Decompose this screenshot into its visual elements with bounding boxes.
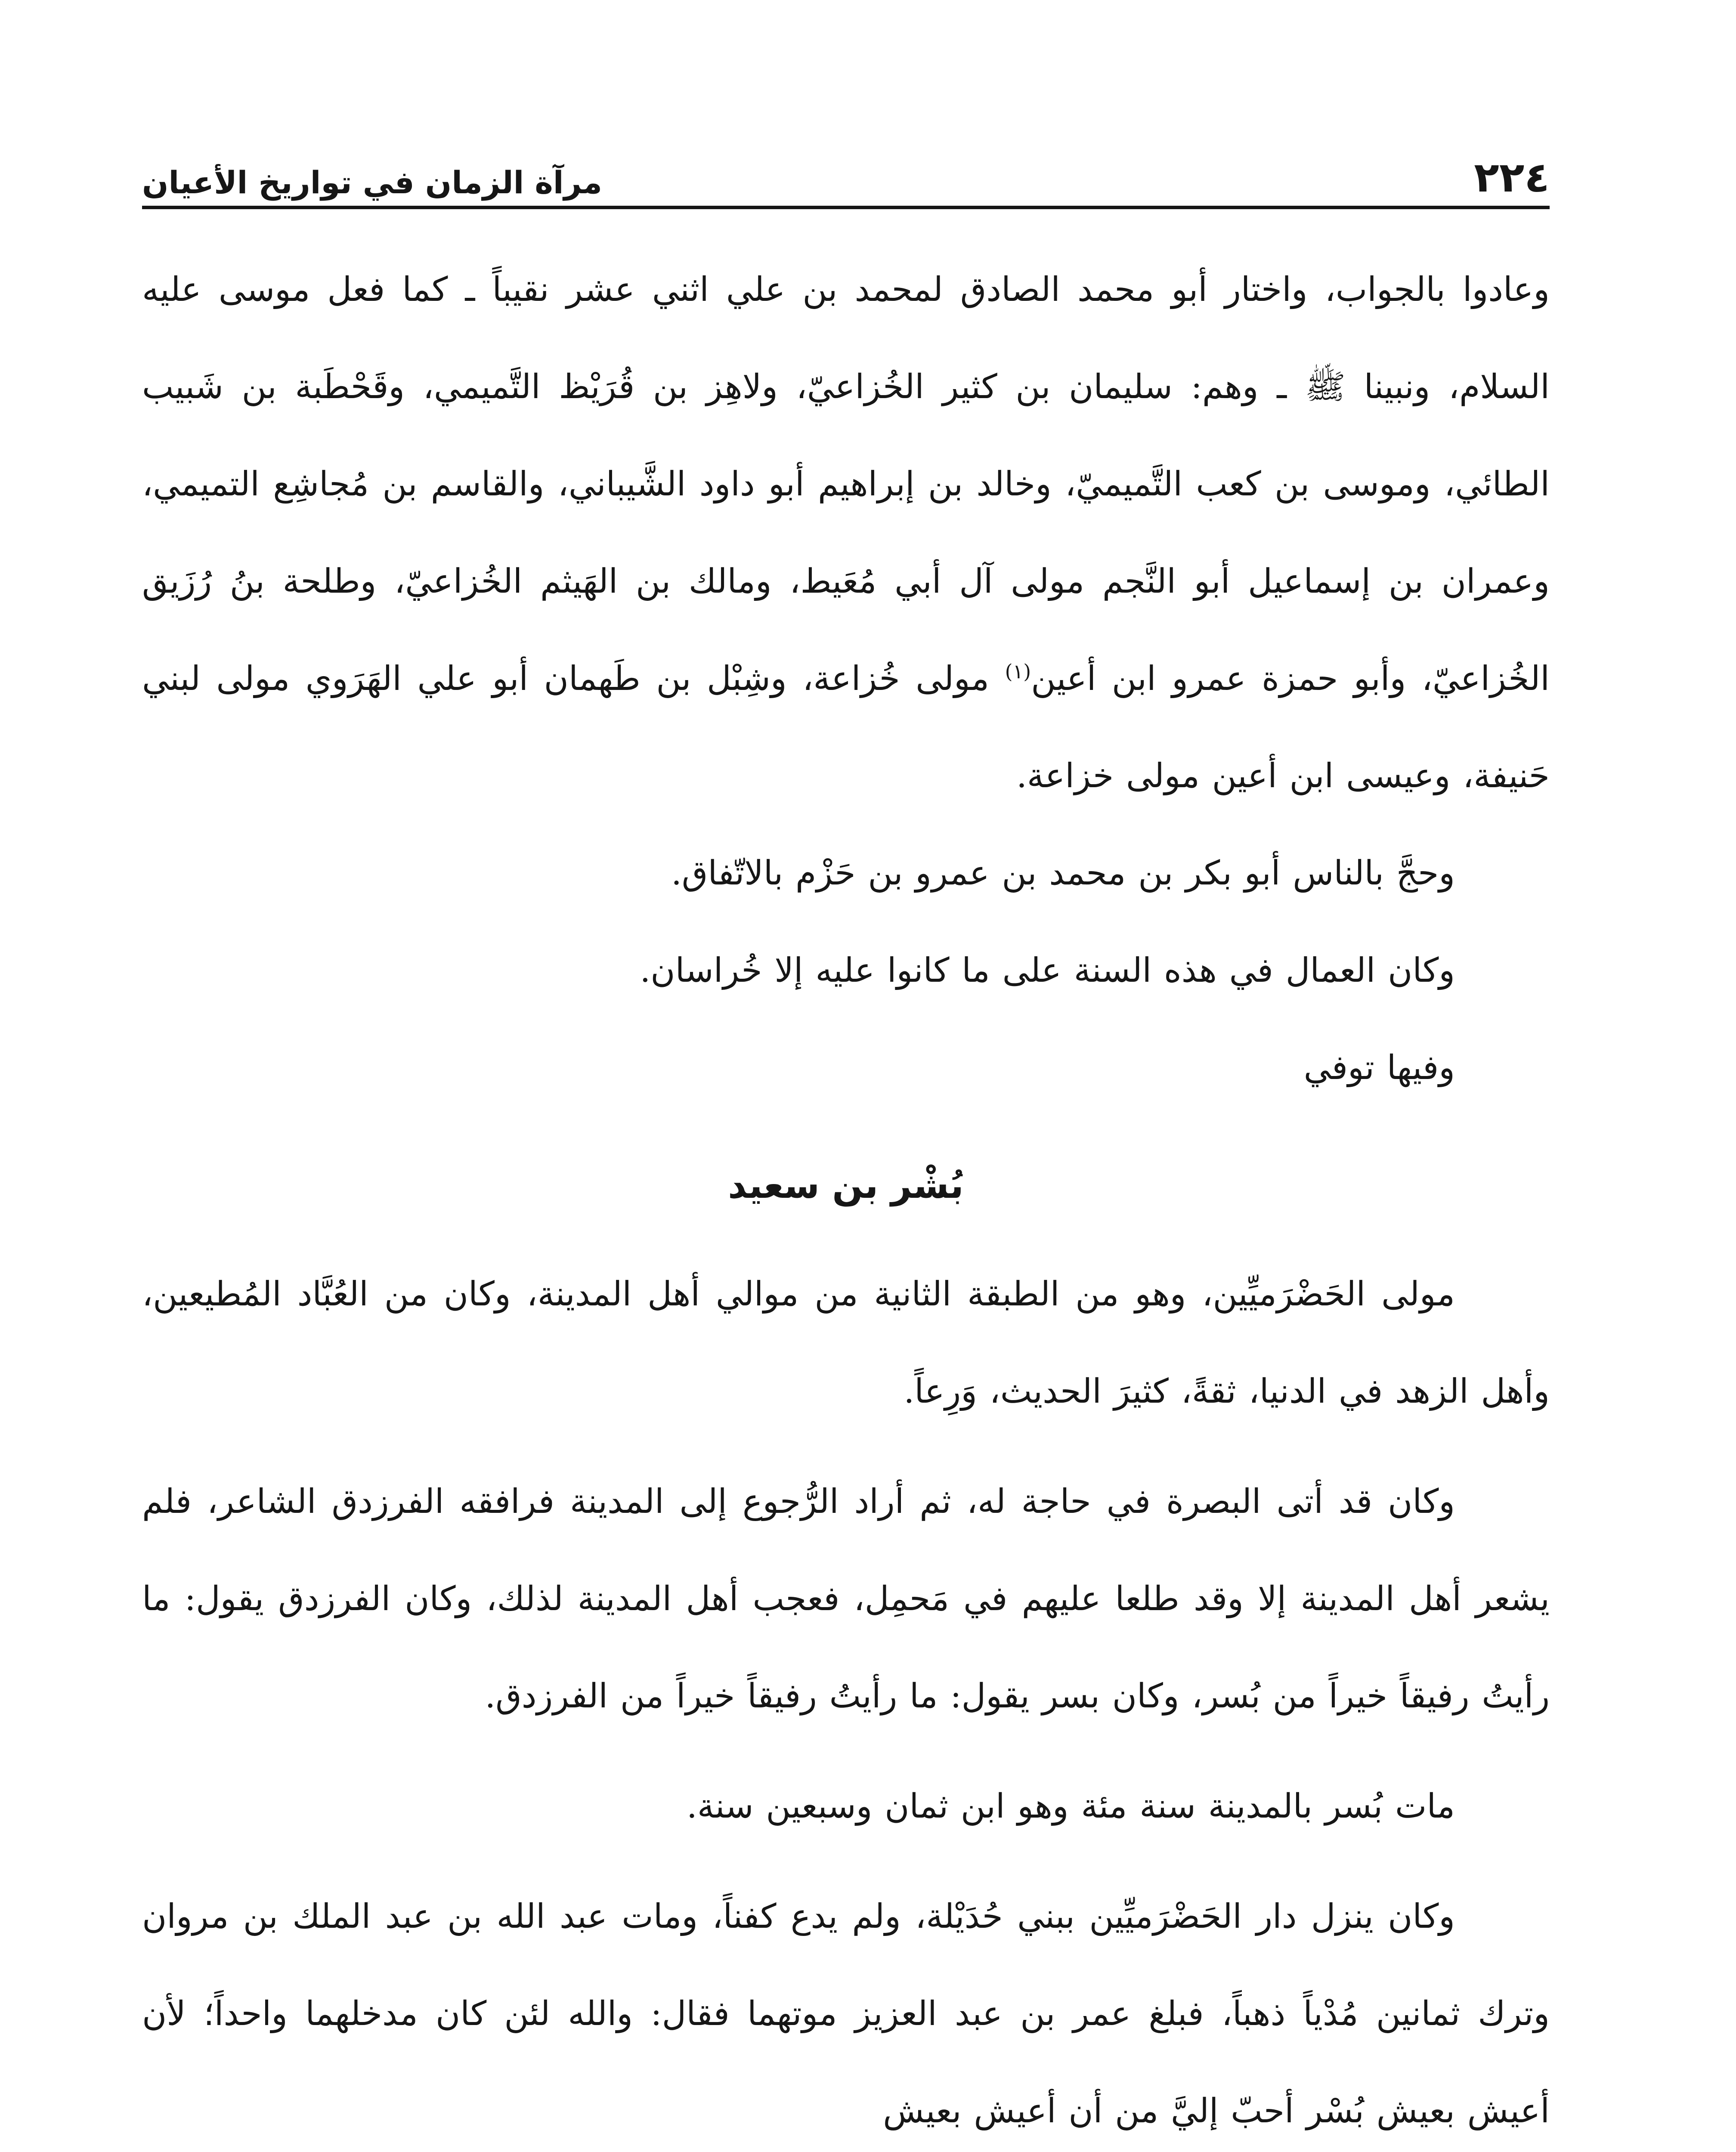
section-heading: بُشْر بن سعيد [728, 1164, 964, 1206]
header-rule [142, 206, 1550, 209]
paragraph-death: مات بُسر بالمدينة سنة مئة وهو ابن ثمان وسبعين سنة. [687, 1787, 1455, 1826]
footnote-reference-1: (١) [1005, 660, 1031, 683]
paragraph-hajj: وحجَّ بالناس أبو بكر بن محمد بن عمرو بن حَزْم بالاتّفاق. [671, 854, 1455, 893]
paragraph-farazdaq: وكان قد أتى البصرة في حاجة له، ثم أراد الرُّجوع إلى المدينة فرافقه الفرزدق الشاعر، فلم يشعر أهل المدينة إلا وقد طلعا عليهم في مَحمِل، فعجب أهل المدينة لذلك، وكان الفرزدق يقول: ما رأيتُ رفيقاً خيراً من بُسر، وكان بسر يقول: ما رأيتُ رفيقاً خيراً من الفرزدق. [142, 1482, 1550, 1716]
paragraph-residence: وكان ينزل دار الحَضْرَميِّين ببني حُدَيْلة، ولم يدع كفناً، ومات عبد الله بن عبد الملك بن مروان وترك ثمانين مُدْياً ذهباً، فبلغ عمر بن عبد العزيز موتهما فقال: والله لئن كان مدخلهما واحداً؛ لأن أعيش بعيش بُسْر أحبّ إليَّ من أن أعيش بعيش [142, 1897, 1550, 2130]
paragraph-naqibs-part2: مولى خُزاعة، وشِبْل بن طَهمان أبو علي الهَرَوي مولى لبني حَنيفة، وعيسى ابن أعين مولى خزاعة. [142, 659, 1550, 795]
page-number: ٢٢٤ [1474, 153, 1550, 201]
paragraph-naqibs [142, 241, 1550, 825]
paragraph-deaths-intro: وفيها توفي [1303, 1048, 1455, 1087]
paragraph-naqibs-part1: وعادوا بالجواب، واختار أبو محمد الصادق لمحمد بن علي اثني عشر نقيباً ـ كما فعل موسى عليه السلام، ونبينا ﷺ ـ وهم: سليمان بن كثير الخُزاعيّ، ولاهِز بن قُرَيْظ التَّميمي، وقَحْطَبة بن شَبيب الطائي، وموسى بن كعب التَّميميّ، وخالد بن إبراهيم أبو داود الشَّيباني، والقاسم بن مُجاشِع التميمي، وعمران بن إسماعيل أبو النَّجم مولى آل أبي مُعَيط، ومالك بن الهَيثم الخُزاعيّ، وطلحة بنُ رُزَيق الخُزاعيّ، وأبو حمزة عمرو ابن أعين [142, 270, 1550, 698]
page-header [142, 129, 1550, 201]
paragraph-governors: وكان العمال في هذه السنة على ما كانوا عليه إلا خُراسان. [640, 951, 1455, 990]
running-title: مرآة الزمان في تواريخ الأعيان [142, 164, 602, 201]
paragraph-biography: مولى الحَضْرَميِّين، وهو من الطبقة الثانية من موالي أهل المدينة، وكان من العُبَّاد المُطيعين، وأهل الزهد في الدنيا، ثقةً، كثيرَ الحديث، وَرِعاً. [142, 1275, 1550, 1411]
main-text [142, 241, 1550, 2152]
